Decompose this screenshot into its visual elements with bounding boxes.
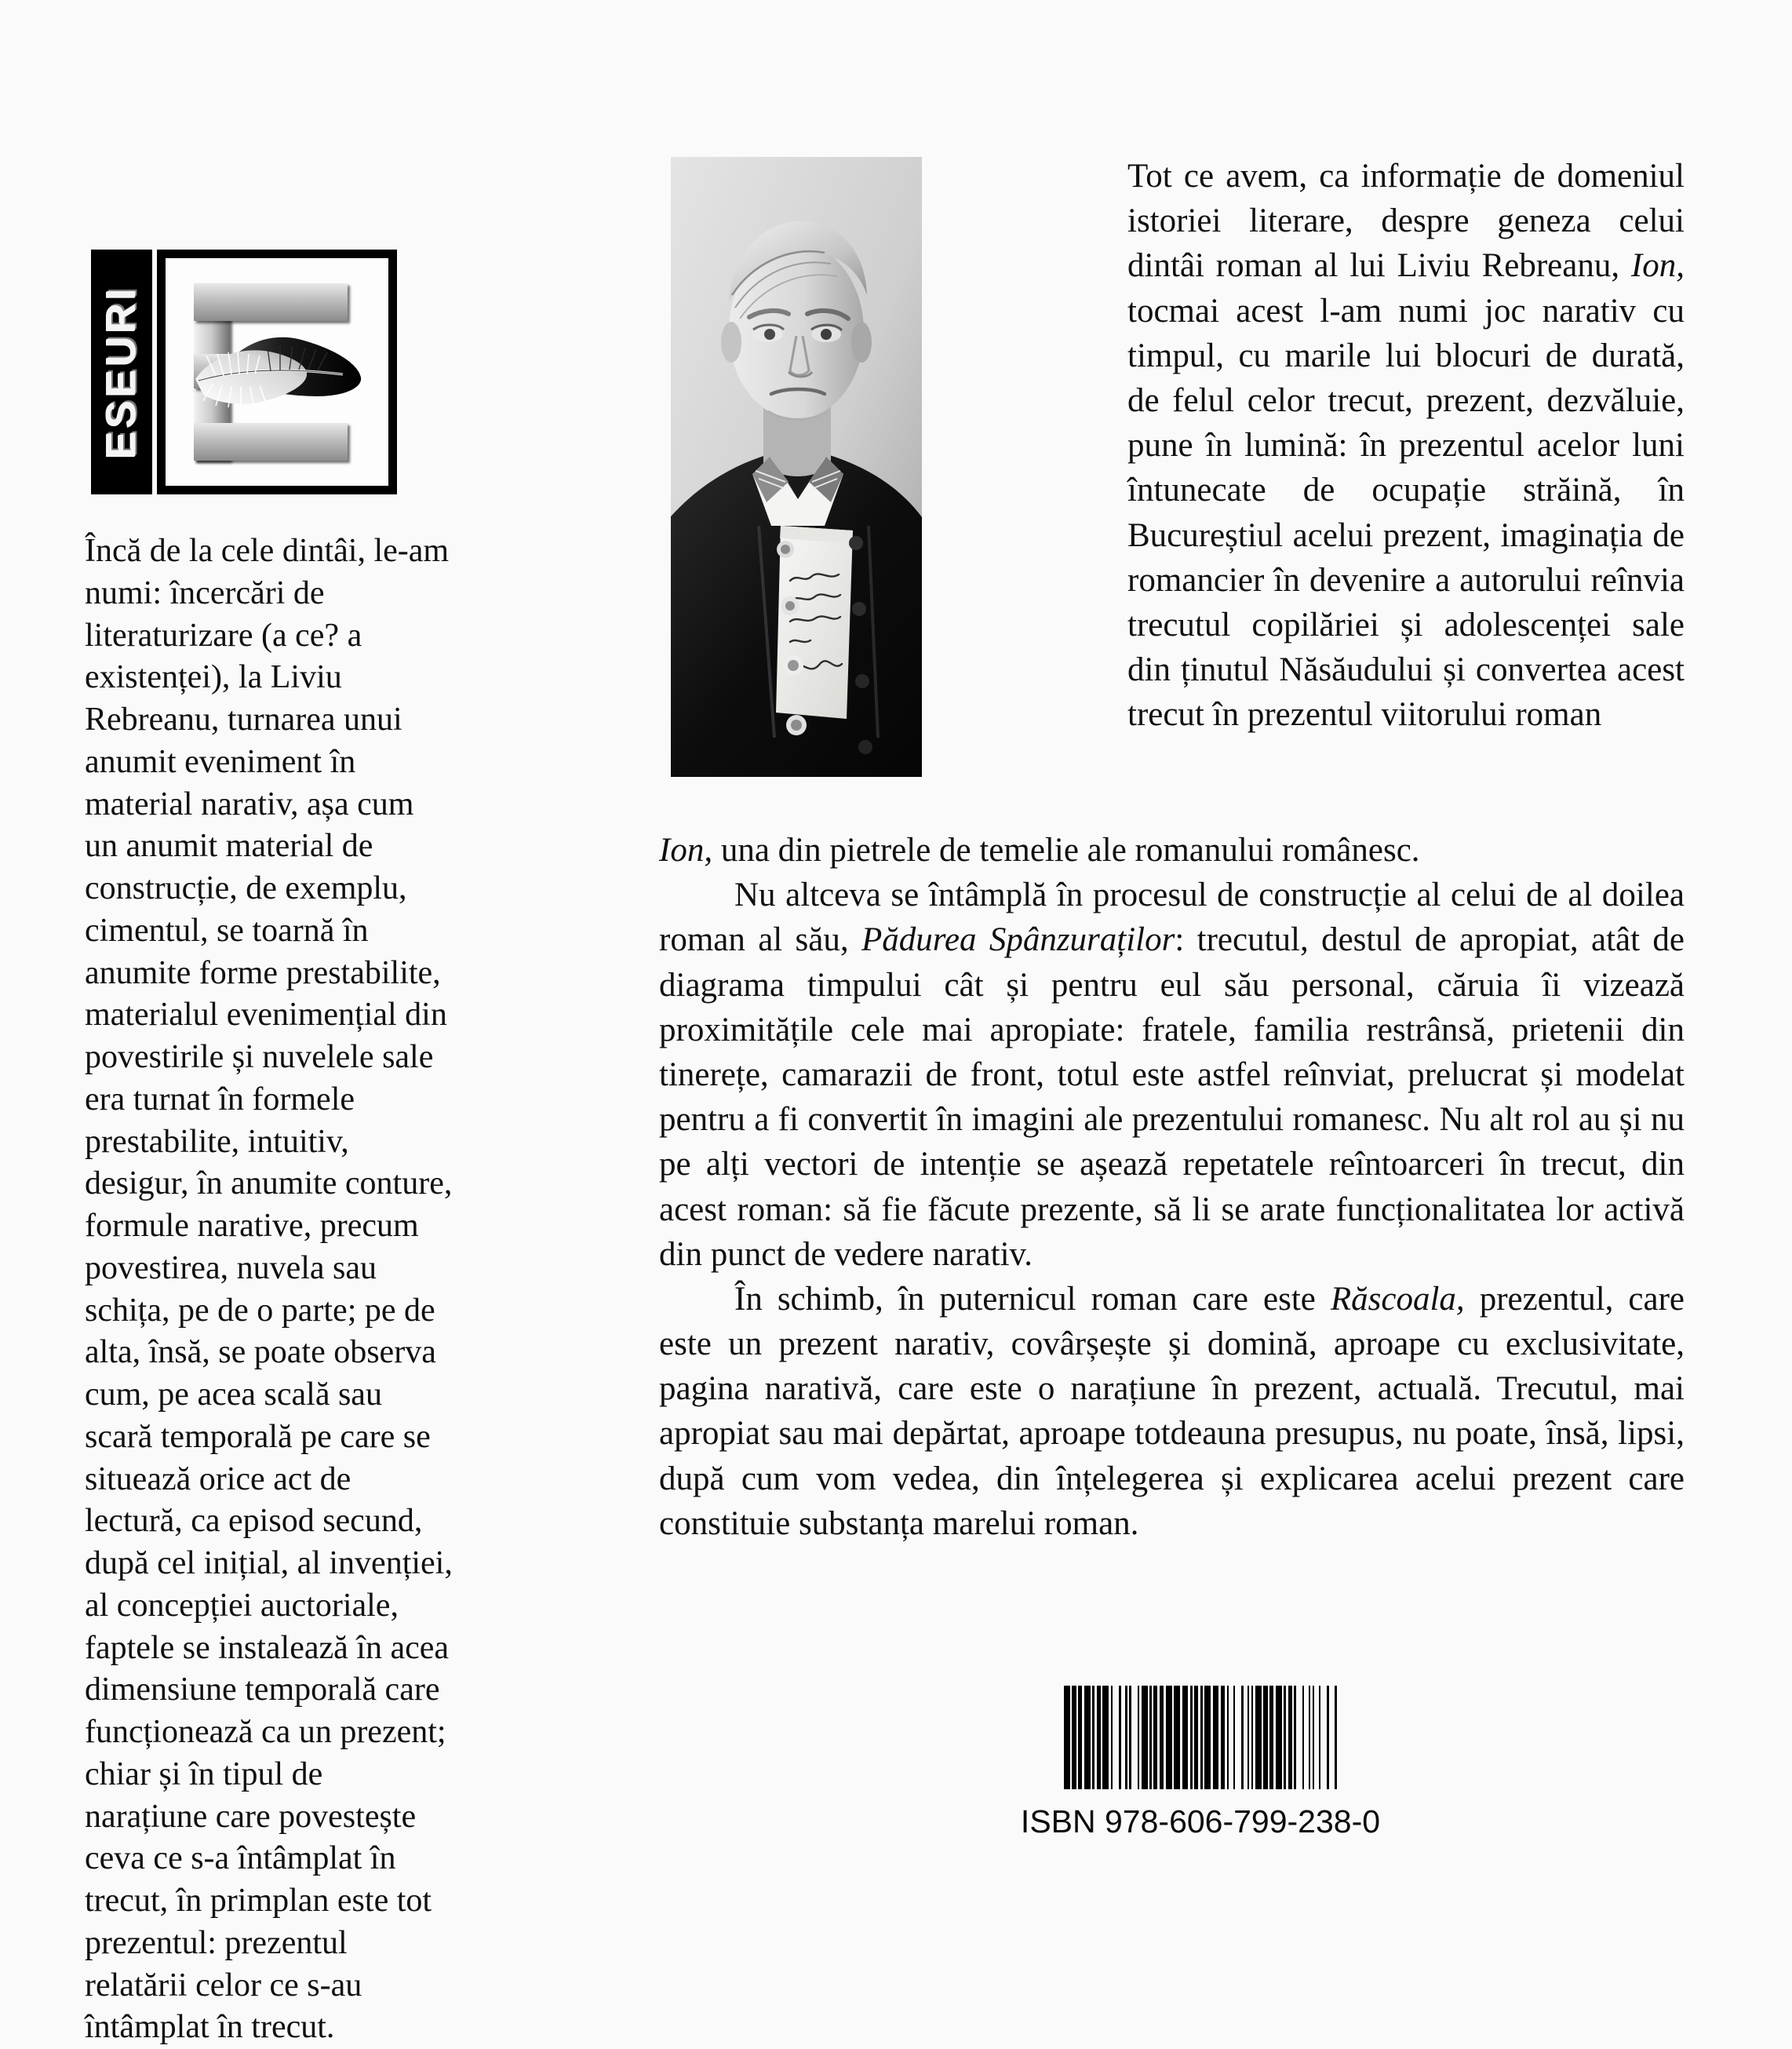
book-title-ion-inline: Ion, (659, 832, 713, 869)
para3-text-part2: prezentul, care este un prezent narativ, covârșește și domină, aproape cu exclusivitate, pagina narativă, care este o narațiune în prezent, actuală. Trecutul, mai apropiat sau mai depărtat, aproape totdeauna presupus, nu poate, însă, lipsi, după cum vom vedea, din înțelegerea și explicarea acelui prezent care constituie substanța marelui roman. (659, 1280, 1685, 1542)
book-title-ion: Ion, (1630, 247, 1685, 285)
author-portrait-photo (671, 157, 922, 777)
letter-e-mark (188, 279, 362, 465)
paragraph-ion-rest: una din pietrele de temelie ale romanului românesc. (712, 832, 1420, 869)
paragraph-rascoala (659, 1277, 1685, 1546)
para2-text-part2: : trecutul, destul de apropiat, atât de diagrama timpului cât și pentru eul său personal, căruia îi vizează proximitățile cele mai apropiate: fratele, familia restrânsă, prietenii din tinerețe, camarazii de front, totul este astfel reînviat, prelucrat și modelat pentru a fi convertit în imagini ale prezentului romanesc. Nu alt rol au și nu pe alți vectori de intenție se așează repetatele reîntoarceri în trecut, din acest roman: să fie făcute prezente, să li se arate funcționalitatea lor activă din punct de vedere narativ. (659, 921, 1685, 1273)
eseuri-series-logo (91, 250, 397, 494)
letter-e-middle-arm (194, 354, 311, 388)
isbn-barcode-block (926, 1675, 1475, 1840)
book-title-rascoala: Răscoala, (1330, 1280, 1465, 1318)
letter-e-top-arm (194, 283, 348, 321)
eseuri-label-text: ESEURI (98, 285, 145, 459)
eseuri-label-bar (91, 250, 152, 494)
paragraph-padurea-spanzuratilor (659, 873, 1685, 1277)
paragraph-ion-continuation (659, 828, 1685, 873)
barcode-image (1064, 1686, 1337, 1789)
body-text-block (659, 828, 1685, 1546)
book-title-padurea-spanzuratilor: Pădurea Spânzuraților (861, 921, 1175, 959)
letter-e-bottom-arm (194, 423, 348, 461)
para3-text-part1: În schimb, în puternicul roman care este (734, 1280, 1331, 1318)
portrait-illustration (671, 157, 922, 777)
right-column-top-paragraph (1127, 154, 1685, 737)
right-top-text-part2: tocmai acest l-am numi joc narativ cu timpul, cu marile lui blocuri de durată, de felul celor trecut, prezent, dezvăluie, pune în lumină: în prezentul acelor luni întunecate de ocupație străină, în Bucureștiul acelui prezent, imaginația de romancier în devenire a autorului reînvia trecutul copilăriei și adolescenței sale din ținutul Năsăudului și convertea acest trecut în prezentul viitorului roman (1127, 292, 1685, 734)
right-top-text-part1: Tot ce avem, ca informație de domeniul istoriei literare, despre geneza celui dintâi roman al lui Liviu Rebreanu, (1127, 158, 1685, 285)
para2-text-part1: Nu altceva se întâmplă în procesul de construcție al celui de al doilea roman al său, (659, 877, 1685, 959)
left-column (85, 250, 501, 2049)
isbn-number: ISBN 978-606-799-238-0 (1020, 1803, 1381, 1839)
eseuri-logo-frame (157, 250, 397, 494)
left-column-paragraph: Încă de la cele dintâi, le-am numi: încercări de literaturizare (a ce? a existenței), la Liviu Rebreanu, turnarea unui anumit eveniment în material narativ, așa cum un anumit material de construcție, de exemplu, cimentul, se toarnă în anumite forme prestabilite, materialul evenimențial din povestirile și nuvelele sale era turnat în formele prestabilite, intuitiv, desigur, în anumite conture, formule narative, precum povestirea, nuvela sau schița, pe de o parte; pe de alta, însă, se poate observa cum, pe acea scală sau scară temporală pe care se situează orice act de lectură, ca episod secund, după cel inițial, al invenției, al concepției auctoriale, faptele se instalează în acea dimensiune temporală care funcționează ca un prezent; chiar și în tipul de narațiune care povestește ceva ce s-a întâmplat în trecut, în primplan este tot prezentul: prezentul relatării celor ce s-au întâmplat în trecut. (85, 533, 453, 2046)
